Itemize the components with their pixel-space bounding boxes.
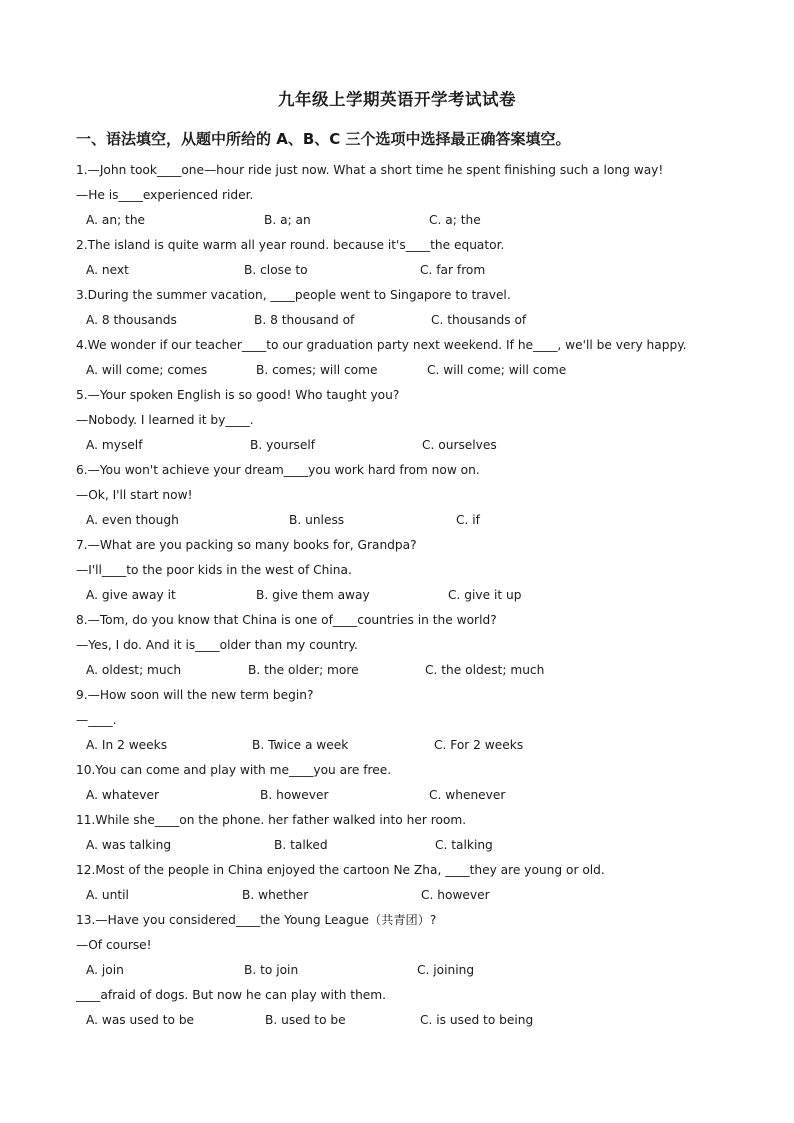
option-c[interactable]: C. far from [420,263,486,277]
option-b[interactable]: B. close to [244,263,308,277]
option-a[interactable]: A. give away it [86,588,176,602]
options-row [86,960,746,980]
question-stem: 12.Most of the people in China enjoyed the cartoon Ne Zha, ____they are young or old. [76,863,605,877]
options-row [86,785,746,805]
option-a[interactable]: A. whatever [86,788,160,802]
option-a[interactable]: A. oldest; much [86,663,182,677]
page-title: 九年级上学期英语开学考试试卷 [278,90,516,109]
question-stem: 8.—Tom, do you know that China is one of____countries in the world? [76,613,497,627]
question-stem: 2.The island is quite warm all year round. because it's____the equator. [76,238,505,252]
option-a[interactable]: A. myself [86,438,143,452]
option-b[interactable]: B. 8 thousand of [254,313,355,327]
question-stem: 13.—Have you considered____the Young League（共青团）? [76,913,437,927]
question-dialogue-line: —Yes, I do. And it is____older than my country. [76,638,358,652]
option-a[interactable]: A. was used to be [86,1013,195,1027]
options-row [86,435,746,455]
option-a[interactable]: A. next [86,263,129,277]
option-b[interactable]: B. whether [242,888,309,902]
option-a[interactable]: A. will come; comes [86,363,208,377]
options-row [86,260,746,280]
option-c[interactable]: C. thousands of [431,313,527,327]
option-c[interactable]: C. if [456,513,480,527]
option-b[interactable]: B. Twice a week [252,738,349,752]
options-row [86,735,746,755]
question-stem: 5.—Your spoken English is so good! Who taught you? [76,388,400,402]
option-a[interactable]: A. even though [86,513,179,527]
options-row [86,660,746,680]
section-heading: 一、语法填空，从题中所给的 A、B、C 三个选项中选择最正确答案填空。 [76,130,571,148]
option-c[interactable]: C. the oldest; much [425,663,545,677]
option-a[interactable]: A. 8 thousands [86,313,177,327]
question-stem: 11.While she____on the phone. her father walked into her room. [76,813,467,827]
option-c[interactable]: C. will come; will come [427,363,567,377]
option-b[interactable]: B. the older; more [248,663,359,677]
options-row [86,210,746,230]
question-stem: 9.—How soon will the new term begin? [76,688,314,702]
question-dialogue-line: —He is____experienced rider. [76,188,254,202]
option-b[interactable]: B. yourself [250,438,316,452]
option-b[interactable]: B. unless [289,513,345,527]
options-row [86,310,746,330]
option-c[interactable]: C. however [421,888,490,902]
option-c[interactable]: C. For 2 weeks [434,738,524,752]
options-row [86,510,746,530]
option-b[interactable]: B. used to be [265,1013,346,1027]
option-c[interactable]: C. ourselves [422,438,497,452]
option-b[interactable]: B. to join [244,963,299,977]
question-dialogue-line: —Ok, I'll start now! [76,488,193,502]
option-a[interactable]: A. was talking [86,838,172,852]
option-b[interactable]: B. talked [274,838,328,852]
question-stem: 4.We wonder if our teacher____to our graduation party next weekend. If he____, we'll be very happy. [76,338,687,352]
question-dialogue-line: —Of course! [76,938,152,952]
question-stem: 3.During the summer vacation, ____people went to Singapore to travel. [76,288,511,302]
option-a[interactable]: A. join [86,963,124,977]
options-row [86,585,746,605]
option-c[interactable]: C. whenever [429,788,506,802]
options-row [86,1010,746,1030]
question-stem: 7.—What are you packing so many books for, Grandpa? [76,538,417,552]
option-a[interactable]: A. an; the [86,213,146,227]
question-dialogue-line: —____. [76,713,117,727]
option-a[interactable]: A. In 2 weeks [86,738,168,752]
options-row [86,835,746,855]
option-c[interactable]: C. a; the [429,213,481,227]
question-stem: 6.—You won't achieve your dream____you work hard from now on. [76,463,480,477]
question-dialogue-line: —I'll____to the poor kids in the west of China. [76,563,352,577]
option-b[interactable]: B. however [260,788,329,802]
option-b[interactable]: B. a; an [264,213,311,227]
option-b[interactable]: B. comes; will come [256,363,378,377]
question-stem: ____afraid of dogs. But now he can play with them. [76,988,387,1002]
option-c[interactable]: C. give it up [448,588,522,602]
question-stem: 1.—John took____one—hour ride just now. What a short time he spent finishing such a long way! [76,163,664,177]
option-c[interactable]: C. joining [417,963,475,977]
question-stem: 10.You can come and play with me____you are free. [76,763,392,777]
option-a[interactable]: A. until [86,888,129,902]
option-c[interactable]: C. is used to being [420,1013,534,1027]
option-c[interactable]: C. talking [435,838,493,852]
options-row [86,360,746,380]
options-row [86,885,746,905]
option-b[interactable]: B. give them away [256,588,370,602]
question-dialogue-line: —Nobody. I learned it by____. [76,413,254,427]
